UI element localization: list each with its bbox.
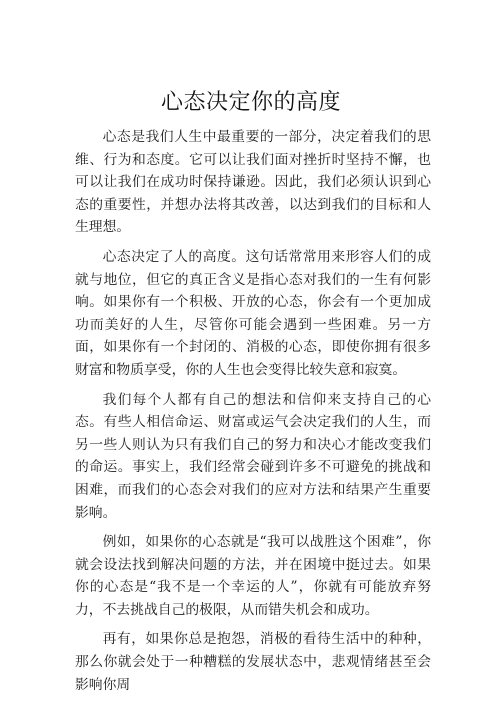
document-body [75, 126, 431, 703]
paragraph: 例如，如果你的心态就是“我可以战胜这个困难”，你就会设法找到解决问题的方法，并在困境中挺过去。如果你的心态是“我不是一个幸运的人”，你就有可能放弃努力，不去挑战自己的极限，从而错失机会和成功。 [75, 534, 431, 618]
document-title: 心态决定你的高度 [160, 90, 341, 115]
paragraph: 再有，如果你总是抱怨，消极的看待生活中的种种，那么你就会处于一种糟糕的发展状态中，悲观情绪甚至会影响你周 [75, 631, 431, 693]
paragraph: 我们每个人都有自己的想法和信仰来支持自己的心态。有些人相信命运、财富或运气会决定我们的人生，而另一些人则认为只有我们自己的努力和决心才能改变我们的命运。事实上，我们经常会碰到许多不可避免的挑战和困难，而我们的心态会对我们的应对方法和结果产生重要影响。 [75, 391, 431, 521]
paragraph: 心态是我们人生中最重要的一部分，决定着我们的思维、行为和态度。它可以让我们面对挫折时坚持不懈，也可以让我们在成功时保持谦逊。因此，我们必须认识到心态的重要性，并想办法将其改善，以达到我们的目标和人生理想。 [75, 129, 431, 236]
paragraph: 心态决定了人的高度。这句话常常用来形容人们的成就与地位，但它的真正含义是指心态对我们的一生有何影响。如果你有一个积极、开放的心态，你会有一个更加成功而美好的人生，尽管你可能会遇到一些困难。另一方面，如果你有一个封闭的、消极的心态，即使你拥有很多财富和物质享受，你的人生也会变得比较失意和寂寞。 [75, 248, 431, 378]
